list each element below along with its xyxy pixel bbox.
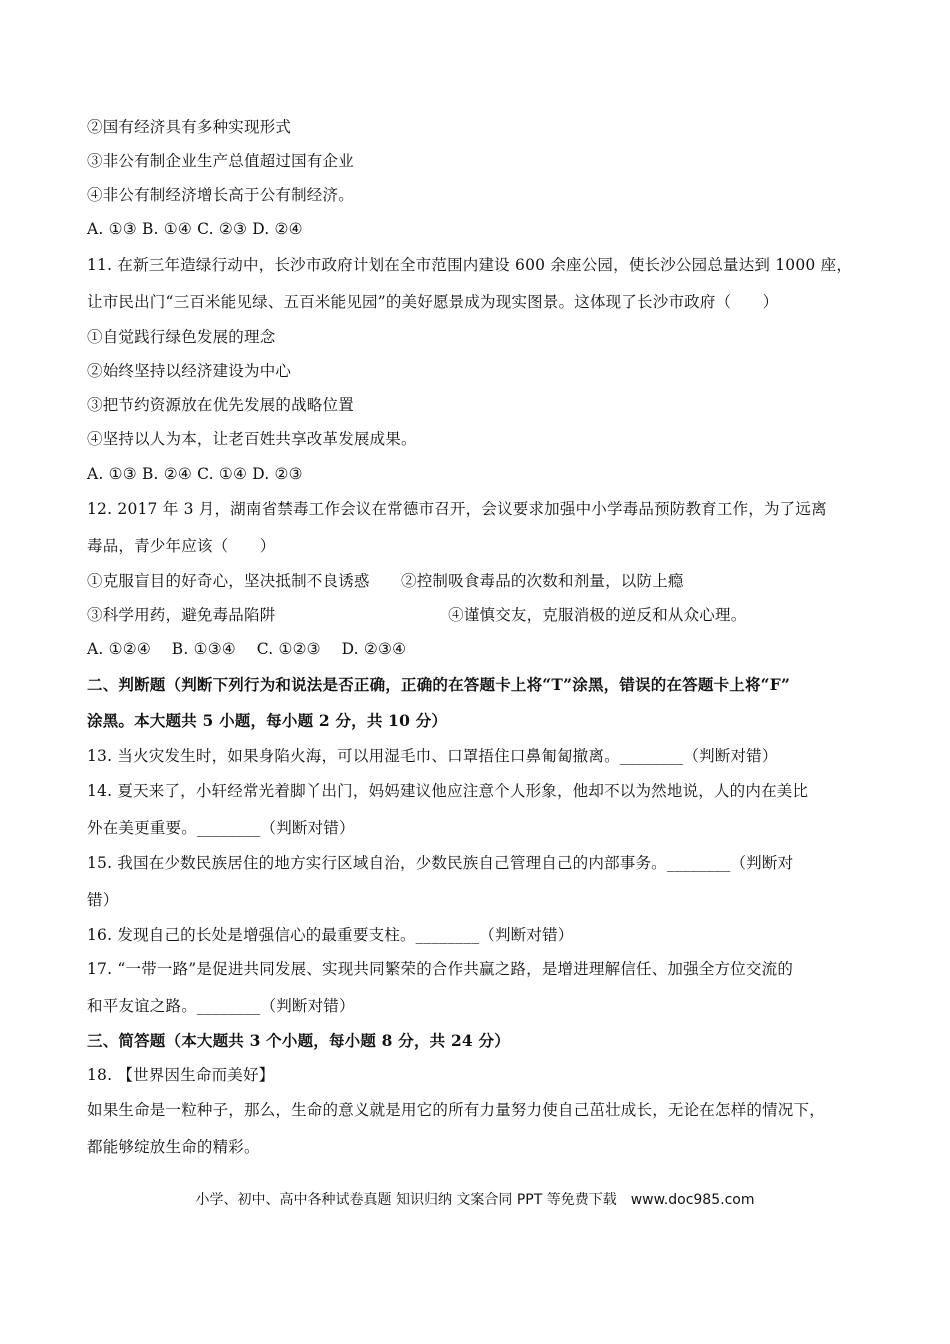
answer-choices: A. ①③ B. ①④ C. ②③ D. ②④: [87, 220, 303, 238]
question-17-cont: 和平友谊之路。________（判断对错）: [87, 997, 355, 1015]
question-15: 15. 我国在少数民族居住的地方实行区域自治，少数民族自己管理自己的内部事务。________（判断对: [87, 854, 794, 872]
option-line: ③非公有制企业生产总值超过国有企业: [87, 152, 354, 170]
option-line: ③科学用药，避免毒品陷阱 ④谨慎交友，克服消极的逆反和从众心理。: [87, 606, 747, 624]
question-16: 16. 发现自己的长处是增强信心的最重要支柱。________（判断对错）: [87, 926, 574, 944]
question-17: 17. “一带一路”是促进共同发展、实现共同繁荣的合作共赢之路，是增进理解信任、加强全方位交流的: [87, 960, 794, 978]
paragraph-line: 如果生命是一粒种子，那么，生命的意义就是用它的所有力量努力使自己茁壮成长，无论在怎样的情况下，: [87, 1101, 825, 1119]
option-line: ③把节约资源放在优先发展的战略位置: [87, 396, 354, 414]
question-14-cont: 外在美更重要。________（判断对错）: [87, 819, 355, 837]
option-line: ④非公有制经济增长高于公有制经济。: [87, 186, 354, 204]
question-11: 11. 在新三年造绿行动中，长沙市政府计划在全市范围内建设 600 余座公园，使长沙公园总量达到 1000 座，: [87, 256, 853, 274]
question-11-cont: 让市民出门“三百米能见绿、五百米能见园”的美好愿景成为现实图景。这体现了长沙市政府（ ）: [87, 293, 779, 311]
question-13: 13. 当火灾发生时，如果身陷火海，可以用湿毛巾、口罩捂住口鼻匍匐撤离。________（判断对错）: [87, 747, 778, 765]
option-line: ②始终坚持以经济建设为中心: [87, 362, 292, 380]
answer-choices: A. ①②④ B. ①③④ C. ①②③ D. ②③④: [87, 640, 407, 658]
page-footer: 小学、初中、高中各种试卷真题 知识归纳 文案合同 PPT 等免费下载 www.doc985.com: [195, 1192, 755, 1208]
section-heading-cont: 涂黑。本大题共 5 小题，每小题 2 分，共 10 分）: [87, 711, 448, 730]
paragraph-line: 都能够绽放生命的精彩。: [87, 1138, 260, 1156]
question-15-cont: 错）: [87, 891, 119, 909]
question-18: 18. 【世界因生命而美好】: [87, 1066, 275, 1084]
section-heading: 二、判断题（判断下列行为和说法是否正确，正确的在答题卡上将“T”涂黑，错误的在答题卡上将“F”: [87, 675, 791, 694]
option-line: ①克服盲目的好奇心，坚决抵制不良诱惑 ②控制吸食毒品的次数和剂量，以防上瘾: [87, 572, 684, 590]
option-line: ④坚持以人为本，让老百姓共享改革发展成果。: [87, 430, 417, 448]
question-12: 12. 2017 年 3 月，湖南省禁毒工作会议在常德市召开，会议要求加强中小学毒品预防教育工作，为了远离: [87, 500, 827, 518]
question-14: 14. 夏天来了，小轩经常光着脚丫出门，妈妈建议他应注意个人形象，他却不以为然地说，人的内在美比: [87, 782, 809, 800]
answer-choices: A. ①③ B. ②④ C. ①④ D. ②③: [87, 465, 303, 483]
question-12-cont: 毒品，青少年应该（ ）: [87, 537, 276, 555]
option-line: ②国有经济具有多种实现形式: [87, 118, 292, 136]
option-line: ①自觉践行绿色发展的理念: [87, 328, 276, 346]
section-heading: 三、简答题（本大题共 3 个小题，每小题 8 分，共 24 分）: [87, 1031, 510, 1050]
